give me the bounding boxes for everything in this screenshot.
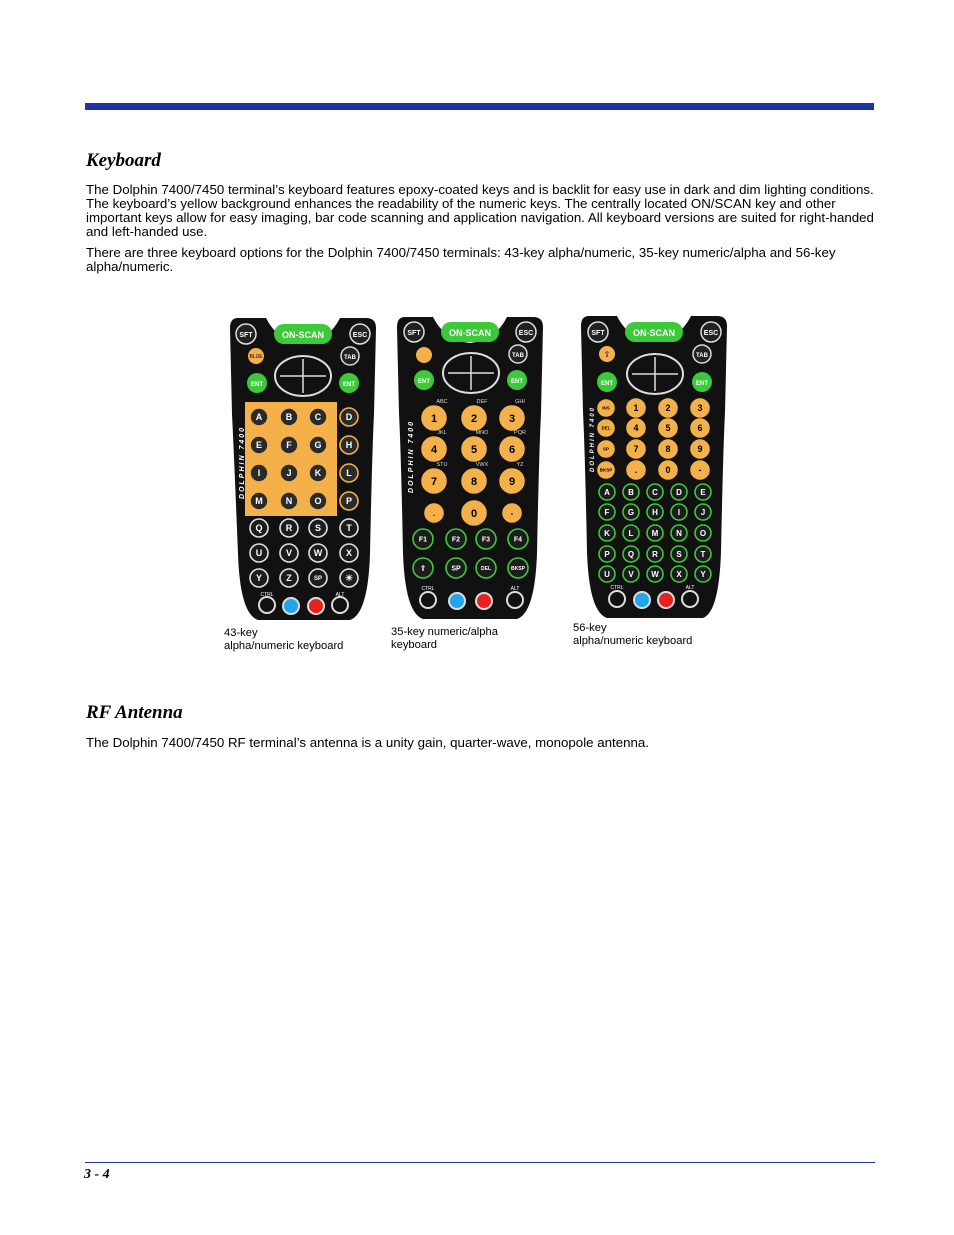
kb3-w-key-label: W (651, 569, 659, 579)
kb2-6-key-label: 7 (430, 475, 438, 488)
kb3-ent-right-label: ENT (696, 381, 708, 387)
kb3-f-key-label: F (604, 507, 610, 517)
kb3-num-2-0-key-label: SP (602, 446, 610, 452)
kb3-x-key-label: X (676, 569, 682, 579)
kb2-5-key-label: 6 (508, 443, 516, 456)
kb3-alt-label: ALT (685, 585, 695, 591)
kb1-r-key-label: R (285, 523, 293, 534)
kb1-g-key-label: G (314, 440, 322, 451)
kb2-sublabel-4: MNO (475, 430, 489, 436)
kb1-n-key-label: N (285, 496, 293, 507)
kb1-w-key-label: W (313, 548, 323, 559)
kb1-a-key-label: A (255, 412, 263, 423)
kb3-shift-label: ⇧ (603, 350, 611, 359)
kb2-2-key-label: 3 (508, 412, 516, 425)
kb3-r-key-label: R (652, 549, 658, 559)
kb1-t-key-label: T (346, 523, 352, 534)
kb2-onscan-label: ON-SCAN (449, 328, 491, 338)
kb2-sublabel-3: JKL (437, 430, 447, 436)
kb1-c-key-label: C (314, 412, 322, 423)
kb1-q-key-label: Q (255, 523, 263, 534)
kb1-b-key-label: B (285, 412, 293, 423)
kb3-num-1-1-key-label: 4 (633, 423, 639, 434)
kb3-m-key-label: M (651, 528, 659, 538)
kb1-d-key-label: D (345, 412, 353, 423)
kb3-l-key-label: L (628, 528, 634, 538)
kb1-f-key-label: F (286, 440, 292, 451)
kb3-i-key-label: I (677, 507, 681, 517)
kb3-d-key-label: D (676, 487, 682, 497)
kb3-ctrl-label: CTRL (610, 585, 624, 591)
kb3-onscan-label: ON-SCAN (633, 328, 675, 338)
kb3-esc-label: ESC (703, 330, 719, 337)
kb1-ctrl-label: CTRL (260, 592, 274, 598)
kb3-j-key-label: J (700, 507, 706, 517)
keyboard-43-caption: 43-key alpha/numeric keyboard (224, 627, 344, 652)
kb2-4-key-label: 5 (470, 443, 478, 456)
kb1-alt-label: ALT (335, 592, 345, 598)
kb3-n-key-label: N (676, 528, 682, 538)
keyboard-paragraph-1: The Dolphin 7400/7450 terminal’s keyboard features epoxy-coated keys and is backlit for easy use in dark and dim lighting conditions. The keyboard’s yellow background enhances the readability of the numeric keys. The centrally located ON/SCAN key and other important keys allow for easy imaging, bar code scanning and application navigation. All keyboard versions are suited for right-handed and left-handed use. (86, 182, 874, 239)
kb3-o-key-label: O (699, 528, 707, 538)
kb2-sublabel-0: ABC (436, 399, 448, 405)
kb3-tab-label: TAB (696, 353, 708, 359)
kb2-tab-label: TAB (512, 353, 524, 359)
kb3-h-key-label: H (652, 507, 658, 517)
kb1-z-key-label: Z (286, 573, 292, 584)
kb1-p-key-label: P (345, 496, 353, 507)
kb2-1-key-label: 2 (470, 412, 478, 425)
kb2-esc-label: ESC (518, 330, 534, 337)
kb1-k-key-label: K (314, 468, 322, 479)
keyboard-56-caption: 56-key alpha/numeric keyboard (573, 622, 693, 647)
kb2-sublabel-1: DEF (476, 399, 488, 405)
header-rule (85, 103, 874, 110)
kb3-b-key-label: B (628, 487, 634, 497)
kb3-num-3-2-key-label: 0 (665, 465, 671, 476)
kb3-num-2-1-key-label: 7 (633, 444, 639, 455)
kb2-sublabel-6: STU (436, 462, 448, 468)
rf-antenna-heading: RF Antenna (86, 702, 183, 723)
kb2-bottom-3-key-label: BKSP (511, 565, 525, 572)
kb3-num-2-2-key-label: 8 (665, 444, 671, 455)
kb1-top-keys (236, 324, 370, 396)
kb3-v-key-label: V (628, 569, 634, 579)
kb2-sublabel-2: GHI (515, 399, 525, 405)
kb3-sft-label: SFT (591, 330, 605, 337)
kb3-g-key-label: G (627, 507, 635, 517)
kb1-y-key-label: Y (255, 573, 263, 584)
kb1-u-key-label: U (255, 548, 263, 559)
kb3-num-1-3-key-label: 6 (697, 423, 703, 434)
kb2-sublabel-8: YZ (516, 462, 524, 468)
kb3-c-key-label: C (652, 487, 658, 497)
kb2-alt-label: ALT (510, 586, 520, 592)
kb1-blue-label: BLUE (249, 354, 263, 360)
kb3-e-key-label: E (700, 487, 706, 497)
kb2-bottom-0-key-label: ⇧ (420, 565, 426, 573)
kb3-ent-left-label: ENT (601, 381, 613, 387)
keyboard-43-key-image (228, 314, 378, 624)
kb2-0-key-label: 1 (430, 412, 438, 425)
kb1-h-key-label: H (345, 440, 353, 451)
kb3-s-key-label: S (676, 549, 682, 559)
kb2-8-key-label: 9 (508, 475, 516, 488)
kb3-k-key-label: K (604, 528, 610, 538)
kb1-e-key-label: E (255, 440, 263, 451)
kb3-p-key-label: P (604, 549, 610, 559)
kb1-ent-left-label: ENT (251, 382, 263, 388)
kb3-num-1-2-key-label: 5 (665, 423, 671, 434)
kb2-f2-key-label: F2 (451, 536, 461, 544)
kb1-o-key-label: O (314, 496, 322, 507)
kb3-q-key-label: Q (627, 549, 635, 559)
kb1-esc-label: ESC (352, 332, 368, 339)
rf-antenna-paragraph: The Dolphin 7400/7450 RF terminal’s antenna is a unity gain, quarter-wave, monopole antenna. (86, 735, 650, 750)
kb2-brand: DOLPHIN 7400 (408, 419, 415, 493)
kb1-s-key-label: S (314, 523, 322, 534)
kb3-num-0-3-key-label: 3 (697, 403, 703, 414)
kb1-i-key-label: I (257, 468, 261, 479)
kb2-f3-key-label: F3 (481, 536, 491, 544)
kb3-num-0-1-key-label: 1 (633, 403, 639, 414)
kb2-f1-key-label: F1 (418, 536, 428, 544)
kb2-9-key-label: . (432, 508, 436, 518)
keyboard-paragraph-2: There are three keyboard options for the Dolphin 7400/7450 terminals: 43-key alpha/numeric, 35-key numeric/alpha and 56-key alpha/numeric. (86, 245, 836, 274)
kb3-num-3-3-key-label: - (698, 465, 702, 476)
kb3-num-1-0-key-label: DEL (601, 425, 611, 431)
kb3-num-2-3-key-label: 9 (697, 444, 703, 455)
kb1-☀-key-label: ☀ (344, 573, 354, 584)
kb1-j-key-label: J (286, 468, 292, 479)
footer-rule (85, 1162, 875, 1163)
kb3-brand: DOLPHIN 7400 (590, 405, 596, 472)
kb2-top-keys (404, 322, 536, 393)
keyboard-heading: Keyboard (86, 150, 161, 171)
kb1-ent-right-label: ENT (343, 382, 355, 388)
kb2-sublabel-5: PQR (514, 430, 526, 436)
kb3-u-key-label: U (604, 569, 610, 579)
kb3-top-keys (588, 322, 721, 394)
kb2-sublabel-7: VWX (475, 462, 489, 468)
page-number: 3 - 4 (84, 1167, 110, 1182)
kb1-l-key-label: L (346, 468, 352, 479)
kb2-7-key-label: 8 (470, 475, 478, 488)
kb1-tab-label: TAB (344, 355, 356, 361)
kb1-sft-label: SFT (239, 332, 253, 339)
kb2-bottom-1-key-label: SP (451, 565, 461, 573)
keyboard-35-caption: 35-key numeric/alpha keyboard (391, 626, 498, 651)
kb1-m-key-label: M (255, 496, 263, 507)
kb3-y-key-label: Y (700, 569, 706, 579)
kb2-bottom-2-key-label: DEL (481, 565, 491, 572)
kb2-11-key-label: - (510, 508, 514, 518)
kb2-sft-label: SFT (407, 330, 421, 337)
kb2-3-key-label: 4 (430, 443, 438, 456)
kb1-v-key-label: V (285, 548, 293, 559)
kb1-brand: DOLPHIN 7400 (239, 425, 246, 499)
kb2-ctrl-label: CTRL (421, 586, 435, 592)
kb2-ent-left-label: ENT (418, 379, 430, 385)
kb3-num-0-0-key-label: INS (602, 405, 610, 411)
kb3-num-0-2-key-label: 2 (665, 403, 671, 414)
kb1-onscan-label: ON-SCAN (282, 330, 324, 340)
kb2-10-key-label: 0 (470, 507, 478, 520)
keyboard-56-key-image (579, 312, 729, 622)
kb2-ent-right-label: ENT (511, 379, 523, 385)
kb2-f4-key-label: F4 (513, 536, 523, 544)
kb3-t-key-label: T (700, 549, 706, 559)
kb1-x-key-label: X (345, 548, 353, 559)
kb3-num-3-0-key-label: BKSP (599, 467, 613, 473)
kb1-sp-key-label: SP (313, 576, 323, 583)
kb3-a-key-label: A (604, 487, 610, 497)
kb3-num-3-1-key-label: . (634, 465, 638, 476)
keyboard-35-key-image (395, 313, 545, 623)
